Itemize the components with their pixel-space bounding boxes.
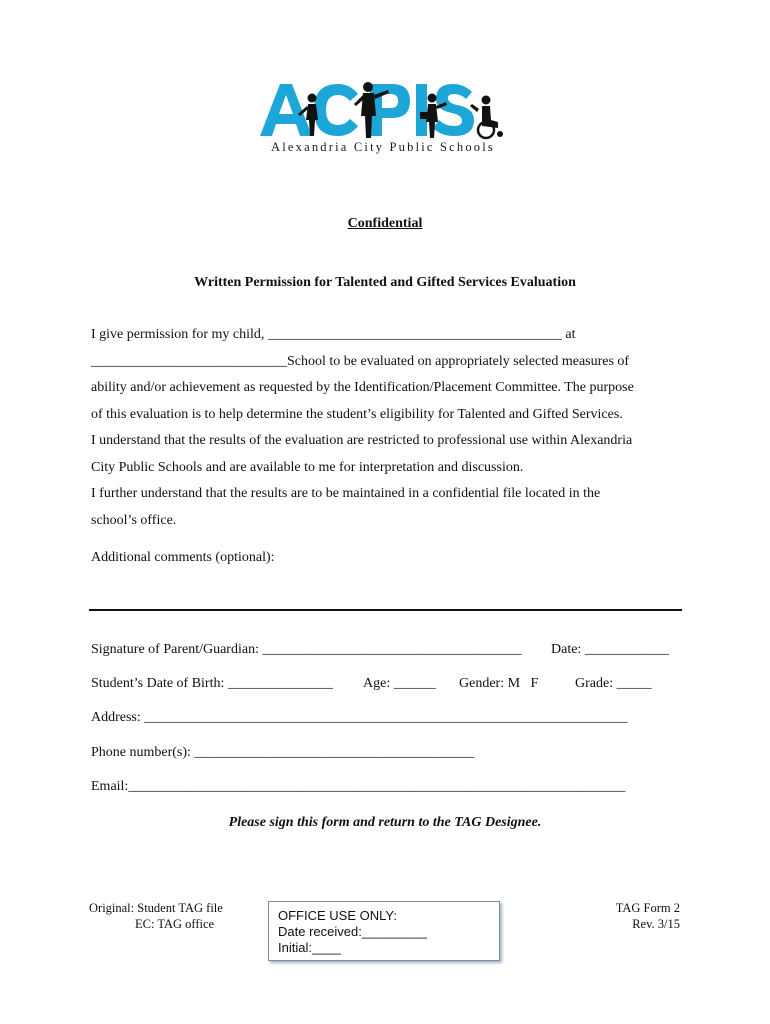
- age-field[interactable]: Age: ______: [363, 676, 436, 691]
- office-initial[interactable]: Initial:____: [278, 940, 341, 955]
- footer-form-number: TAG Form 2: [615, 901, 680, 915]
- body-text: [91, 322, 681, 534]
- comments-label: Additional comments (optional):: [91, 550, 275, 565]
- body-line: I further understand that the results are to be maintained in a confidential file located in the: [91, 486, 601, 501]
- office-use-title: OFFICE USE ONLY:: [278, 908, 397, 923]
- footer-distribution: [89, 900, 223, 932]
- phone-field[interactable]: Phone number(s): ________________________________________: [91, 745, 475, 760]
- body-line: school’s office.: [91, 512, 177, 528]
- body-line: ____________________________School to be evaluated on appropriately selected measures of: [91, 353, 630, 369]
- gender-field[interactable]: Gender: M F: [459, 676, 539, 691]
- closing-instruction: Please sign this form and return to the TAG Designee.: [228, 815, 542, 830]
- body-line: I understand that the results of the evaluation are restricted to professional use within Alexandria: [91, 433, 633, 448]
- email-field[interactable]: Email:_______________________________________________________________________: [91, 779, 626, 794]
- body-line: of this evaluation is to help determine the student’s eligibility for Talented and Gifted Services.: [91, 406, 623, 422]
- confidential-heading: Confidential: [347, 216, 423, 231]
- footer-form-info: [616, 900, 680, 932]
- grade-field[interactable]: Grade: _____: [575, 676, 652, 691]
- logo-letter-p: [370, 84, 410, 136]
- address-field[interactable]: Address: _____________________________________________________________________: [91, 710, 628, 725]
- logo-subtitle: Alexandria City Public Schools: [271, 140, 495, 154]
- signature-field[interactable]: Signature of Parent/Guardian: _____________________________________: [91, 642, 522, 657]
- office-date-received[interactable]: Date received:_________: [278, 924, 427, 939]
- date-field[interactable]: Date: ____________: [551, 642, 669, 657]
- logo-letter-c: [314, 84, 358, 136]
- logo-letter-s: [433, 84, 474, 136]
- form-title: Written Permission for Talented and Gifted Services Evaluation: [194, 275, 576, 290]
- body-line: City Public Schools and are available to me for interpretation and discussion.: [91, 459, 524, 475]
- footer-revision: Rev. 3/15: [632, 917, 680, 931]
- body-line: I give permission for my child, __________________________________________ at: [91, 327, 576, 342]
- logo-letter-i: [416, 84, 427, 136]
- body-line: ability and/or achievement as requested by the Identification/Placement Committee. The purpose: [91, 380, 634, 395]
- comments-line[interactable]: [89, 609, 682, 611]
- footer-original: Original: Student TAG file: [89, 901, 223, 915]
- dob-field[interactable]: Student’s Date of Birth: _______________: [91, 676, 333, 691]
- footer-ec: EC: TAG office: [135, 917, 215, 931]
- office-use-box: [268, 901, 500, 961]
